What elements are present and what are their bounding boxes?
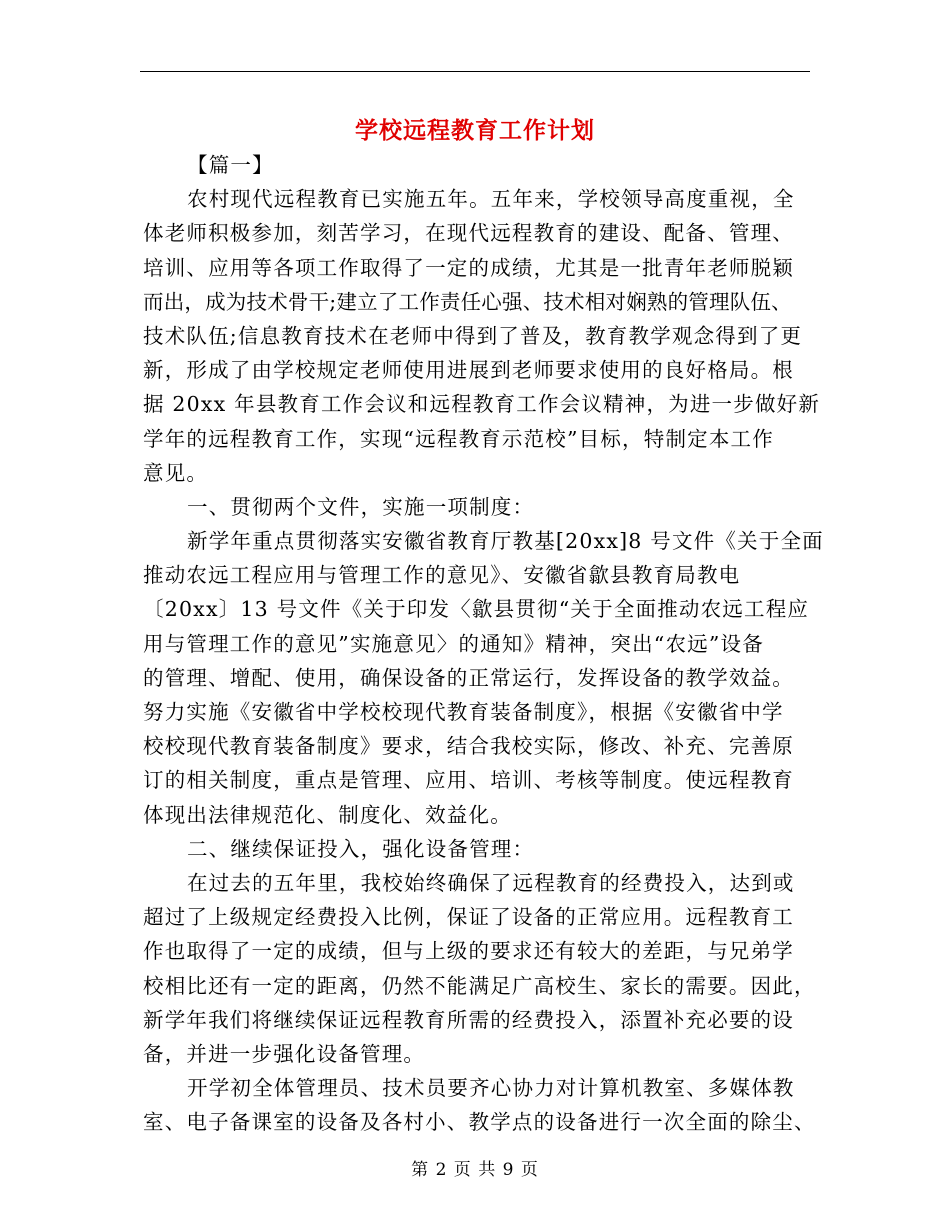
text-line: 意见。 [143,460,209,485]
text-line: 在过去的五年里，我校始终确保了远程教育的经费投入，达到或 [187,870,795,895]
header-rule [140,71,810,72]
text-line: 一、贯彻两个文件，实施一项制度： [187,494,535,519]
text-line: 培训、应用等各项工作取得了一定的成绩，尤其是一批青年老师脱颖 [143,255,794,280]
text-line: 农村现代远程教育已实施五年。五年来，学校领导高度重视，全 [187,187,795,212]
text-line: 体老师积极参加，刻苦学习，在现代远程教育的建设、配备、管理、 [143,221,794,246]
text-line: 体现出法律规范化、制度化、效益化。 [143,802,512,827]
text-line: 开学初全体管理员、技术员要齐心协力对计算机教室、多媒体教 [187,1076,795,1101]
text-line: 而出，成为技术骨干;建立了工作责任心强、技术相对娴熟的管理队伍、 [143,289,792,314]
text-line: 订的相关制度，重点是管理、应用、培训、考核等制度。使远程教育 [143,768,794,793]
text-line: 二、继续保证投入，强化设备管理： [187,836,535,861]
text-line: 据 20xx 年县教育工作会议和远程教育工作会议精神，为进一步做好新 [143,392,821,417]
text-line: 室、电子备课室的设备及各村小、教学点的设备进行一次全面的除尘、 [143,1110,816,1135]
text-line: 学年的远程教育工作，实现“远程教育示范校”目标，特制定本工作 [143,426,774,451]
text-line: 备，并进一步强化设备管理。 [143,1041,426,1066]
page-number: 第 2 页 共 9 页 [411,1160,539,1180]
text-line: 作也取得了一定的成绩，但与上级的要求还有较大的差距，与兄弟学 [143,939,794,964]
text-line: 新学年我们将继续保证远程教育所需的经费投入，添置补充必要的设 [143,1007,794,1032]
text-line: 新，形成了由学校规定老师使用进展到老师要求使用的良好格局。根 [143,358,794,383]
text-line: 的管理、增配、使用，确保设备的正常运行，发挥设备的教学效益。 [143,665,794,690]
text-line: 【篇一】 [187,153,274,177]
text-line: 〔20xx〕13 号文件《关于印发〈歙县贯彻“关于全面推动农远工程应 [143,597,810,622]
text-line: 新学年重点贯彻落实安徽省教育厅教基[20xx]8 号文件《关于全面 [187,529,824,554]
text-line: 努力实施《安徽省中学校校现代教育装备制度》，根据《安徽省中学 [143,700,784,724]
text-line: 超过了上级规定经费投入比例，保证了设备的正常应用。远程教育工 [143,905,794,930]
text-line: 技术队伍;信息教育技术在老师中得到了普及，教育教学观念得到了更 [143,323,803,348]
text-line: 推动农远工程应用与管理工作的意见》、安徽省歙县教育局教电 [143,563,741,588]
text-line: 校相比还有一定的距离，仍然不能满足广高校生、家长的需要。因此， [143,973,816,998]
document-title: 学校远程教育工作计划 [355,117,595,144]
text-line: 用与管理工作的意见”实施意见〉的通知》精神，突出“农远”设备 [143,631,764,656]
document-body [143,148,824,1139]
text-line: 校校现代教育装备制度》要求，结合我校实际，修改、补充、完善原 [143,734,794,759]
